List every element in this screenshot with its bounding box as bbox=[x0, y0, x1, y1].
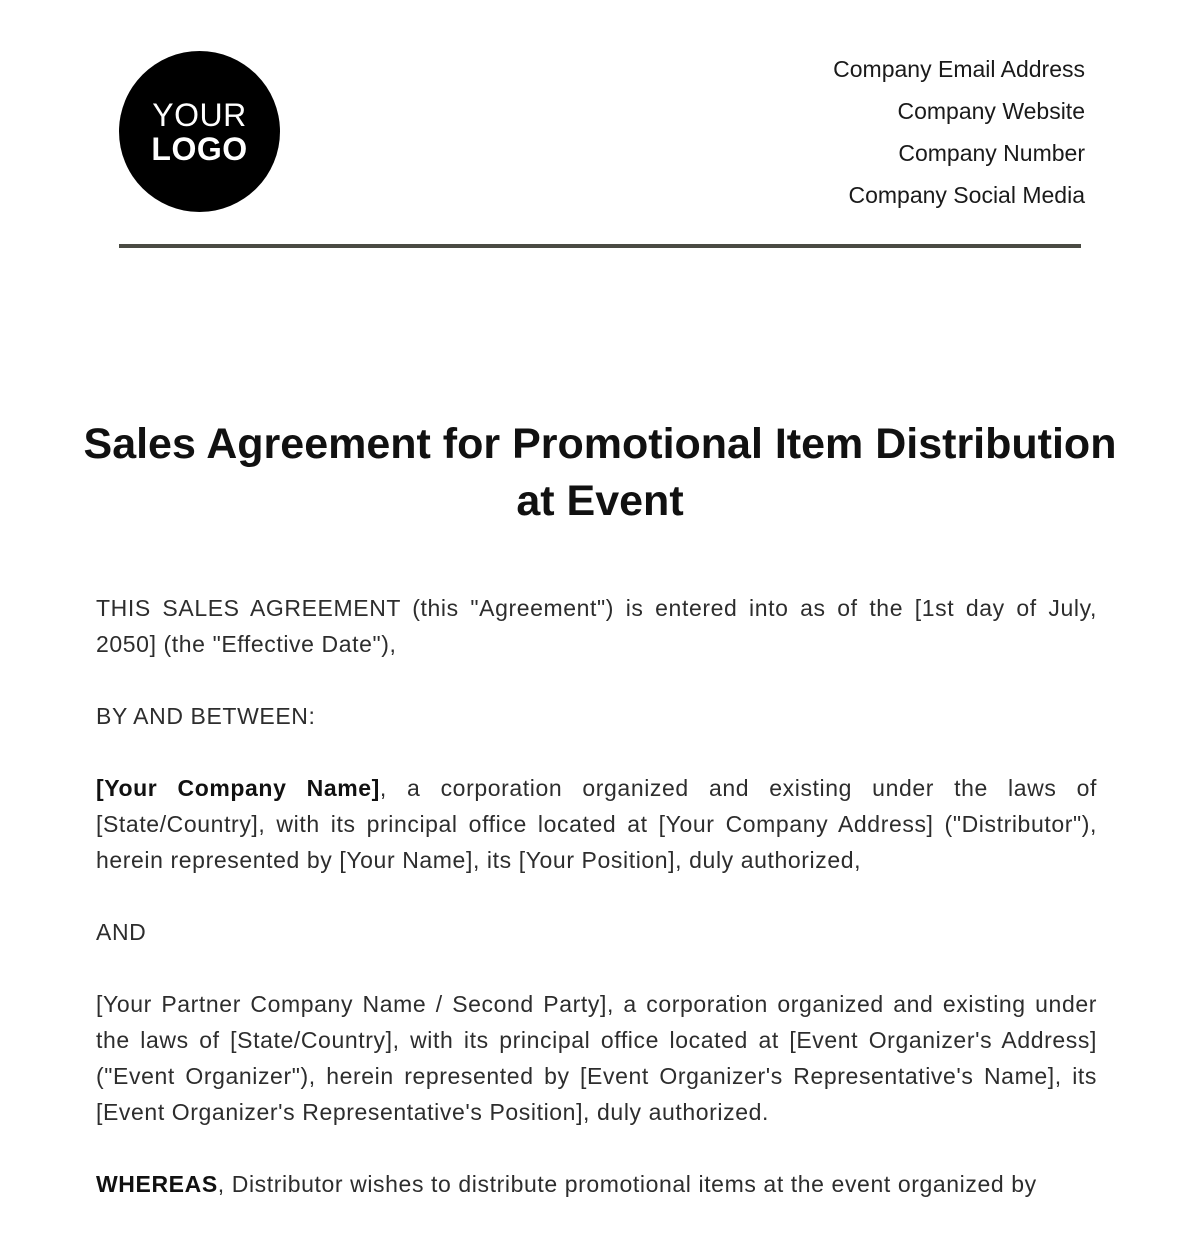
whereas-text: , Distributor wishes to distribute promotional items at the event organized by bbox=[217, 1171, 1037, 1197]
logo-line-2: LOGO bbox=[151, 130, 248, 167]
document-title: Sales Agreement for Promotional Item Distribution at Event bbox=[83, 420, 1117, 525]
party-one-name: [Your Company Name] bbox=[96, 775, 380, 801]
company-contact-info bbox=[833, 55, 1085, 223]
intro-paragraph: THIS SALES AGREEMENT (this "Agreement") is entered into as of the [1st day of July, 2050] (the "Effective Date"), bbox=[96, 595, 1097, 657]
document-body bbox=[96, 590, 1097, 1238]
company-social-media: Company Social Media bbox=[848, 182, 1085, 208]
party-one-paragraph bbox=[96, 770, 1097, 878]
logo-line-1: YOUR bbox=[152, 96, 247, 133]
whereas-paragraph bbox=[96, 1166, 1097, 1202]
and-separator: AND bbox=[96, 919, 147, 945]
company-number: Company Number bbox=[898, 140, 1085, 166]
party-one-details: , a corporation organized and existing under the laws of [State/Country], with its principal office located at [Your Company Address] ("Distributor"), herein represented by [Your Name], its [Your Position], duly authorized, bbox=[96, 775, 1097, 873]
company-website: Company Website bbox=[897, 98, 1085, 124]
company-logo bbox=[119, 51, 280, 212]
company-email: Company Email Address bbox=[833, 56, 1085, 82]
header-divider bbox=[119, 244, 1081, 248]
whereas-label: WHEREAS bbox=[96, 1171, 218, 1197]
by-and-between: BY AND BETWEEN: bbox=[96, 703, 316, 729]
party-two-paragraph: [Your Partner Company Name / Second Party], a corporation organized and existing under the laws of [State/Country], with its principal office located at [Event Organizer's Address] ("Event Organizer"), herein represented by [Event Organizer's Representative's Name], its [Event Organizer's Representative's Position], duly authorized. bbox=[96, 991, 1097, 1125]
